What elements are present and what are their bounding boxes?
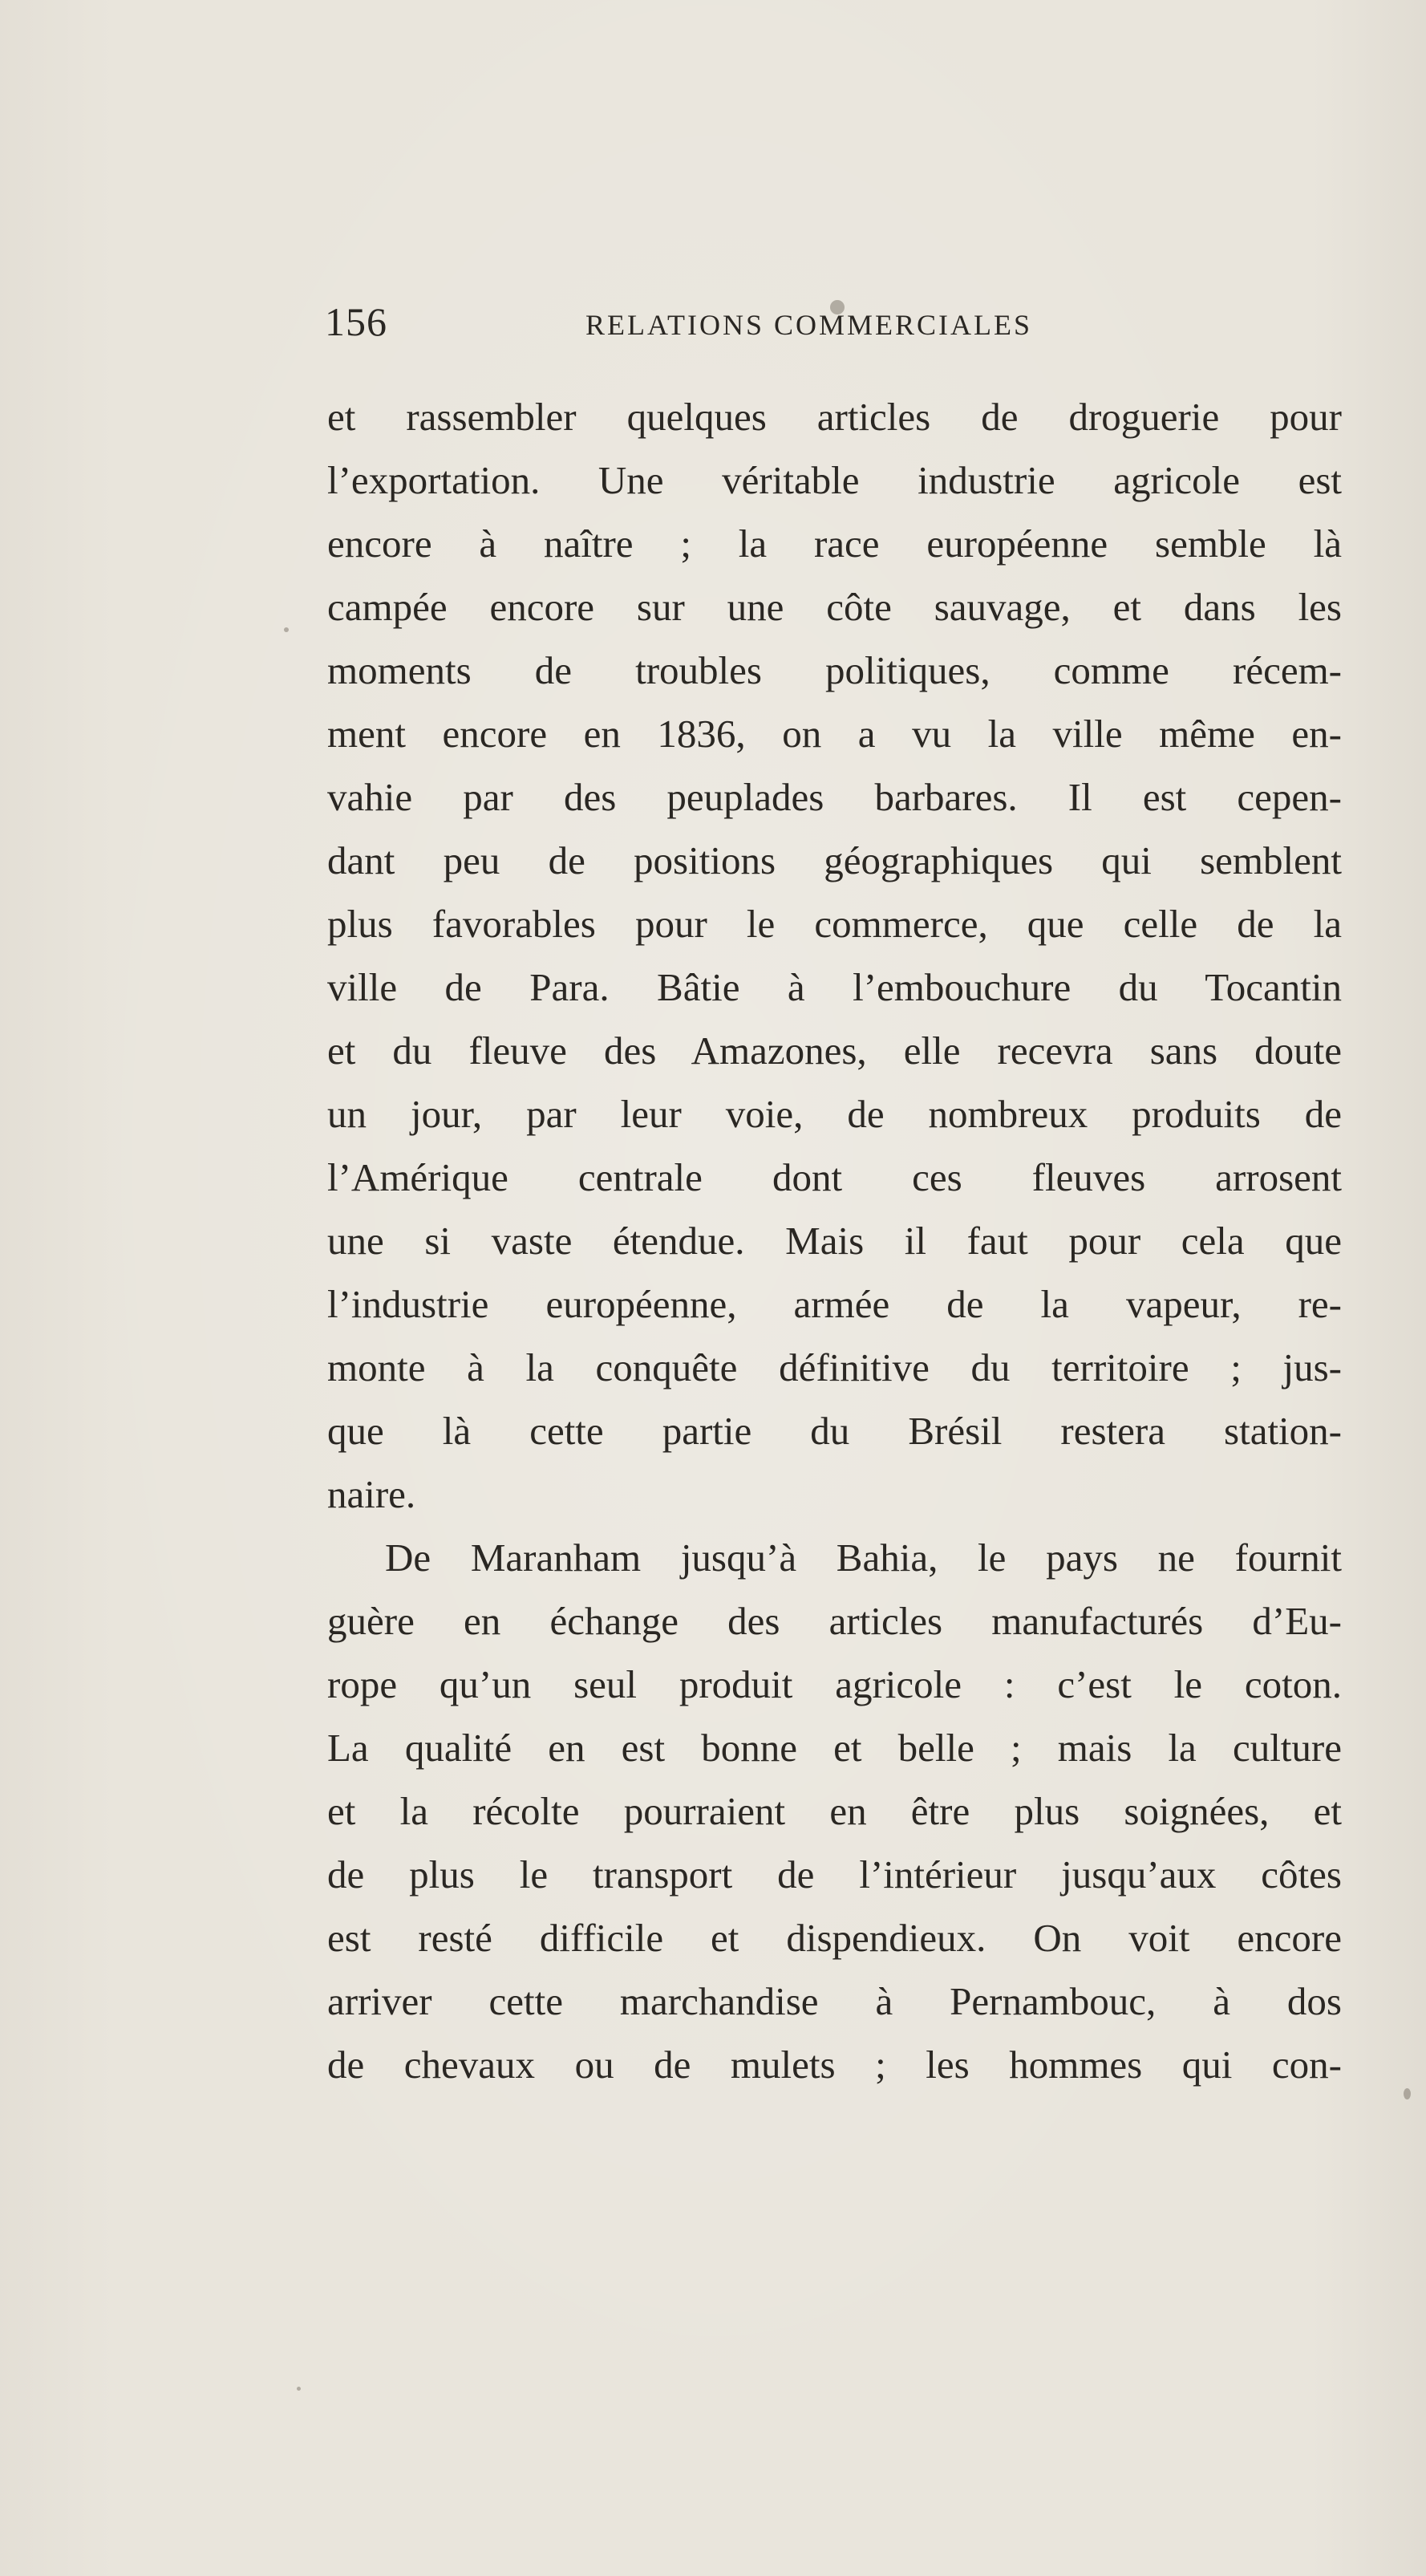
text-line: arriver cette marchandise à Pernambouc, à dos bbox=[327, 1979, 1342, 2023]
paper-speck bbox=[830, 300, 845, 314]
text-line: est resté difficile et dispendieux. On voit encore bbox=[327, 1916, 1342, 1960]
text-line: naire. bbox=[327, 1472, 416, 1516]
text-line: plus favorables pour le commerce, que celle de la bbox=[327, 902, 1342, 946]
text-line: l’exportation. Une véritable industrie agricole est bbox=[327, 458, 1342, 502]
text-line: La qualité en est bonne et belle ; mais la culture bbox=[327, 1726, 1342, 1770]
text-line: l’Amérique centrale dont ces fleuves arrosent bbox=[327, 1155, 1342, 1199]
paper-speck bbox=[297, 2387, 301, 2391]
text-line: dant peu de positions géographiques qui semblent bbox=[327, 838, 1342, 882]
text-line: vahie par des peuplades barbares. Il est cepen- bbox=[327, 775, 1342, 819]
text-line: que là cette partie du Brésil restera station- bbox=[327, 1409, 1342, 1453]
text-line: De Maranham jusqu’à Bahia, le pays ne fournit bbox=[385, 1535, 1342, 1580]
running-title: RELATIONS COMMERCIALES bbox=[585, 309, 1033, 341]
paper-speck bbox=[1404, 2088, 1411, 2099]
text-line: l’industrie européenne, armée de la vapeur, re- bbox=[327, 1282, 1342, 1326]
text-line: de chevaux ou de mulets ; les hommes qui con- bbox=[327, 2043, 1342, 2087]
text-line: et du fleuve des Amazones, elle recevra sans doute bbox=[327, 1028, 1342, 1073]
text-line: guère en échange des articles manufacturés d’Eu- bbox=[327, 1599, 1342, 1643]
text-line: encore à naître ; la race européenne semble là bbox=[327, 521, 1342, 566]
text-line: monte à la conquête définitive du territoire ; jus- bbox=[327, 1345, 1342, 1389]
page-number: 156 bbox=[325, 299, 387, 344]
text-line: rope qu’un seul produit agricole : c’est le coton. bbox=[327, 1662, 1342, 1706]
text-line: moments de troubles politiques, comme récem- bbox=[327, 648, 1342, 692]
paper-speck bbox=[284, 627, 289, 632]
text-line: campée encore sur une côte sauvage, et dans les bbox=[327, 585, 1342, 629]
body-text bbox=[327, 385, 1342, 2096]
text-line: et la récolte pourraient en être plus soignées, et bbox=[327, 1789, 1342, 1833]
text-line: une si vaste étendue. Mais il faut pour cela que bbox=[327, 1219, 1342, 1263]
text-line: et rassembler quelques articles de droguerie pour bbox=[327, 395, 1342, 439]
text-line: ment encore en 1836, on a vu la ville même en- bbox=[327, 712, 1342, 756]
text-line: ville de Para. Bâtie à l’embouchure du Tocantin bbox=[327, 965, 1342, 1009]
text-line: un jour, par leur voie, de nombreux produits de bbox=[327, 1092, 1342, 1136]
text-line: de plus le transport de l’intérieur jusqu’aux côtes bbox=[327, 1852, 1342, 1897]
